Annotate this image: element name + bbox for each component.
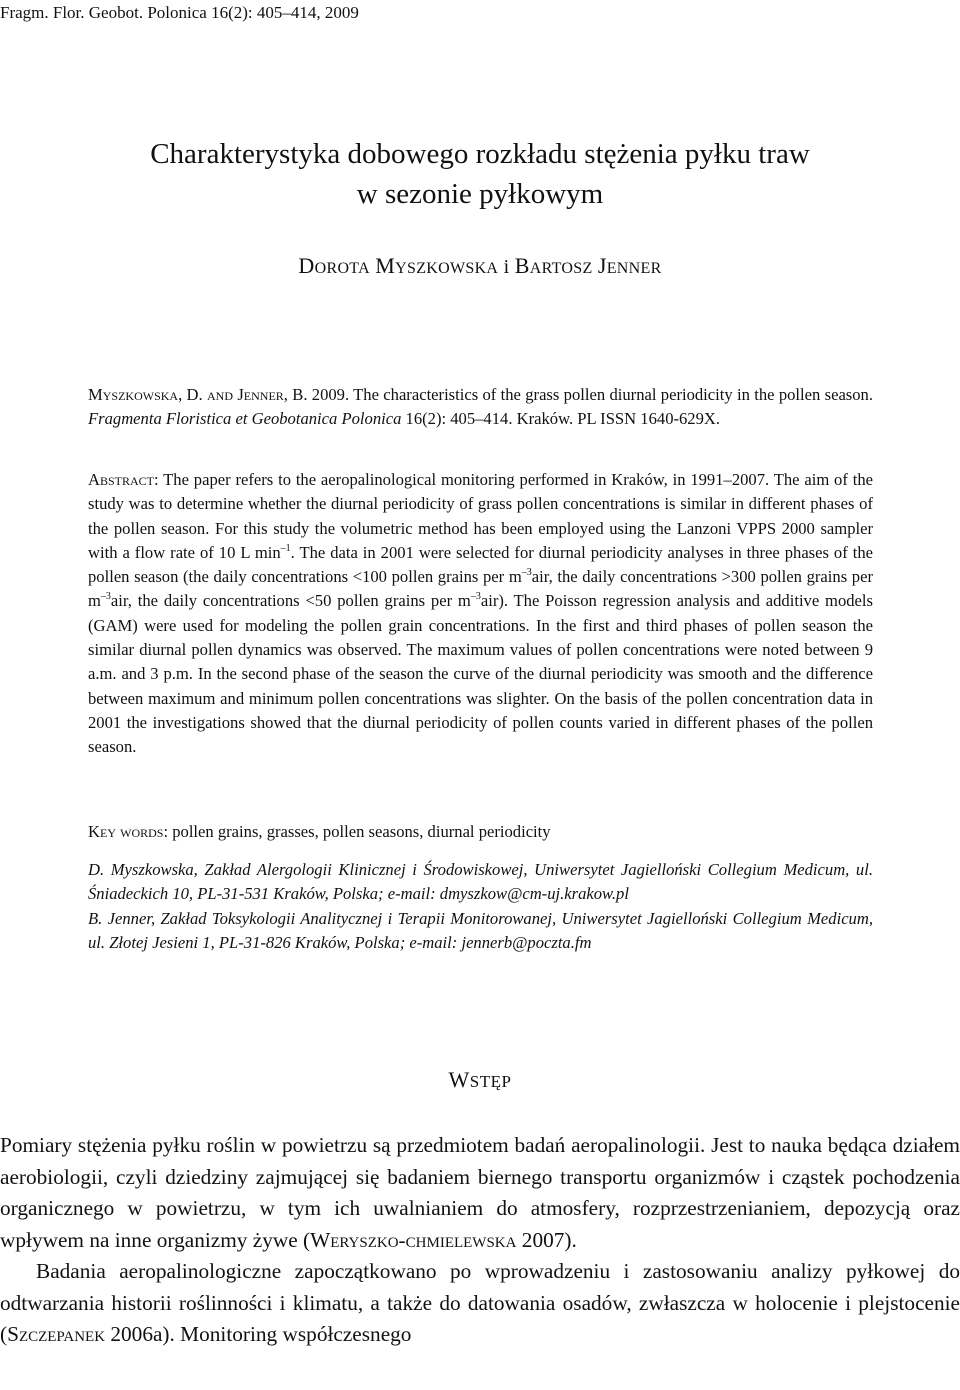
- author-1-last-initial: M: [375, 253, 396, 278]
- abstract-block: [88, 468, 873, 760]
- body-p1-reference: Weryszko-chmielewska: [310, 1227, 517, 1252]
- author-2-last-rest: ENNER: [606, 260, 662, 277]
- body-p2-text: Badania aeropalinologiczne zapoczątkowano po wprowadzeniu i zastosowaniu analizy pyłkowej do odtwarzania historii roślinności i klimatu, a także do datowania osadów, zwłaszcza w holocenie i plejstocenie (: [0, 1259, 960, 1346]
- section-heading-rest: STĘP: [469, 1072, 512, 1091]
- paper-title: [0, 134, 960, 214]
- journal-reference: Fragm. Flor. Geobot. Polonica 16(2): 405–414, 2009: [0, 3, 359, 22]
- author-conjunction: i: [503, 256, 510, 278]
- abstract-text-4: air, the daily concentrations <50 pollen grains per m: [110, 591, 471, 611]
- keywords-block: [88, 820, 873, 844]
- citation-title: The characteristics of the grass pollen diurnal periodicity in the pollen season.: [349, 385, 874, 404]
- abstract-text-1: The paper refers to the aeropalinological monitoring performed in Kraków, in 1991–2007. The aim of the study was to determine whether the diurnal periodicity of grass pollen concentrations is similar in different phases of the pollen season. For this study the volumetric method has been employed using the Lanzoni VPPS 2000 sampler with a flow rate of 10 L min: [88, 470, 873, 562]
- abstract-sup-2: –3: [521, 567, 532, 579]
- author-names: [0, 253, 960, 279]
- body-paragraph-1: [0, 1130, 960, 1256]
- author-1-last-rest: YSZKOWSKA: [395, 260, 499, 277]
- abstract-text-3: air, the daily concentrations >300 pollen grains per m: [88, 567, 873, 611]
- citation-journal: Fragmenta Floristica et Geobotanica Polonica: [88, 409, 402, 429]
- abstract-text-5: air). The Poisson regression analysis and additive models (GAM) were used for modeling the pollen grain concentrations. In the first and third phases of pollen season the similar diurnal pollen dynamics was observed. The maximum values of pollen concentrations were noted between 9 a.m. and 3 p.m. In the second phase of the season the curve of the diurnal periodicity was smooth and the difference between maximum and minimum pollen concentrations was slighter. On the basis of the pollen concentration data in 2001 the investigations showed that the diurnal periodicity of pollen counts varied in different phases of the pollen season.: [88, 591, 873, 757]
- section-heading-initial: W: [448, 1067, 470, 1092]
- body-p1-text: Pomiary stężenia pyłku roślin w powietrzu są przedmiotem badań aeropalinologii. Jest to nauka będąca działem aerobiologii, czyli dziedziny zajmującej się badaniem biernego transportu organizmów i cząstek pochodzenia organicznego w powietrzu, w tym ich uwalnianiem do atmosfery, rozprzestrzenianiem, depozycją oraz wpływem na inne organizmy żywe (: [0, 1133, 960, 1252]
- section-heading: [0, 1067, 960, 1093]
- body-text: [0, 1130, 960, 1351]
- author-2-last-initial: J: [597, 253, 607, 278]
- citation-details: 16(2): 405–414. Kraków. PL ISSN 1640-629X.: [401, 409, 721, 429]
- affiliation-1: D. Myszkowska, Zakład Alergologii Klinicznej i Środowiskowej, Uniwersytet Jagielloński Collegium Medicum, ul. Śniadeckich 10, PL-31-531 Kraków, Polska; e-mail: dmyszkow@cm-uj.krakow.pl: [88, 860, 873, 904]
- author-1-first-initial: D: [298, 253, 315, 278]
- title-line-1: Charakterystyka dobowego rozkładu stężenia pyłku traw: [150, 138, 810, 170]
- author-1-first-rest: OROTA: [314, 260, 370, 277]
- affiliation-2: B. Jenner, Zakład Toksykologii Analitycznej i Terapii Monitorowanej, Uniwersytet Jagielloński Collegium Medicum, ul. Złotej Jesieni 1, PL-31-826 Kraków, Polska; e-mail: jennerb@poczta.fm: [88, 908, 873, 952]
- body-p1-end: 2007).: [516, 1227, 577, 1252]
- body-paragraph-2: [0, 1256, 960, 1351]
- abstract-text-2: . The data in 2001 were selected for diurnal periodicity analyses in three phases of the pollen season (the daily concentrations <100 pollen grains per m: [88, 542, 873, 587]
- abstract-sup-3: –3: [100, 591, 111, 603]
- affiliations-block: [88, 858, 873, 955]
- author-2-first-initial: B: [514, 253, 530, 278]
- author-2-first-rest: ARTOSZ: [529, 260, 593, 277]
- abstract-sup-1: –1: [280, 542, 291, 554]
- abstract-sup-4: –3: [470, 591, 481, 603]
- keywords-label: Key words:: [88, 822, 169, 841]
- body-p2-reference: Szczepanek: [7, 1322, 106, 1346]
- citation-authors: Myszkowska, D. and Jenner, B. 2009.: [88, 385, 350, 404]
- title-line-2: w sezonie pyłkowym: [356, 178, 604, 210]
- citation-block: [88, 383, 873, 432]
- keywords-text: pollen grains, grasses, pollen seasons, diurnal periodicity: [168, 822, 551, 841]
- abstract-label: Abstract:: [88, 470, 159, 489]
- body-p2-end: 2006a). Monitoring współczesnego: [105, 1322, 412, 1346]
